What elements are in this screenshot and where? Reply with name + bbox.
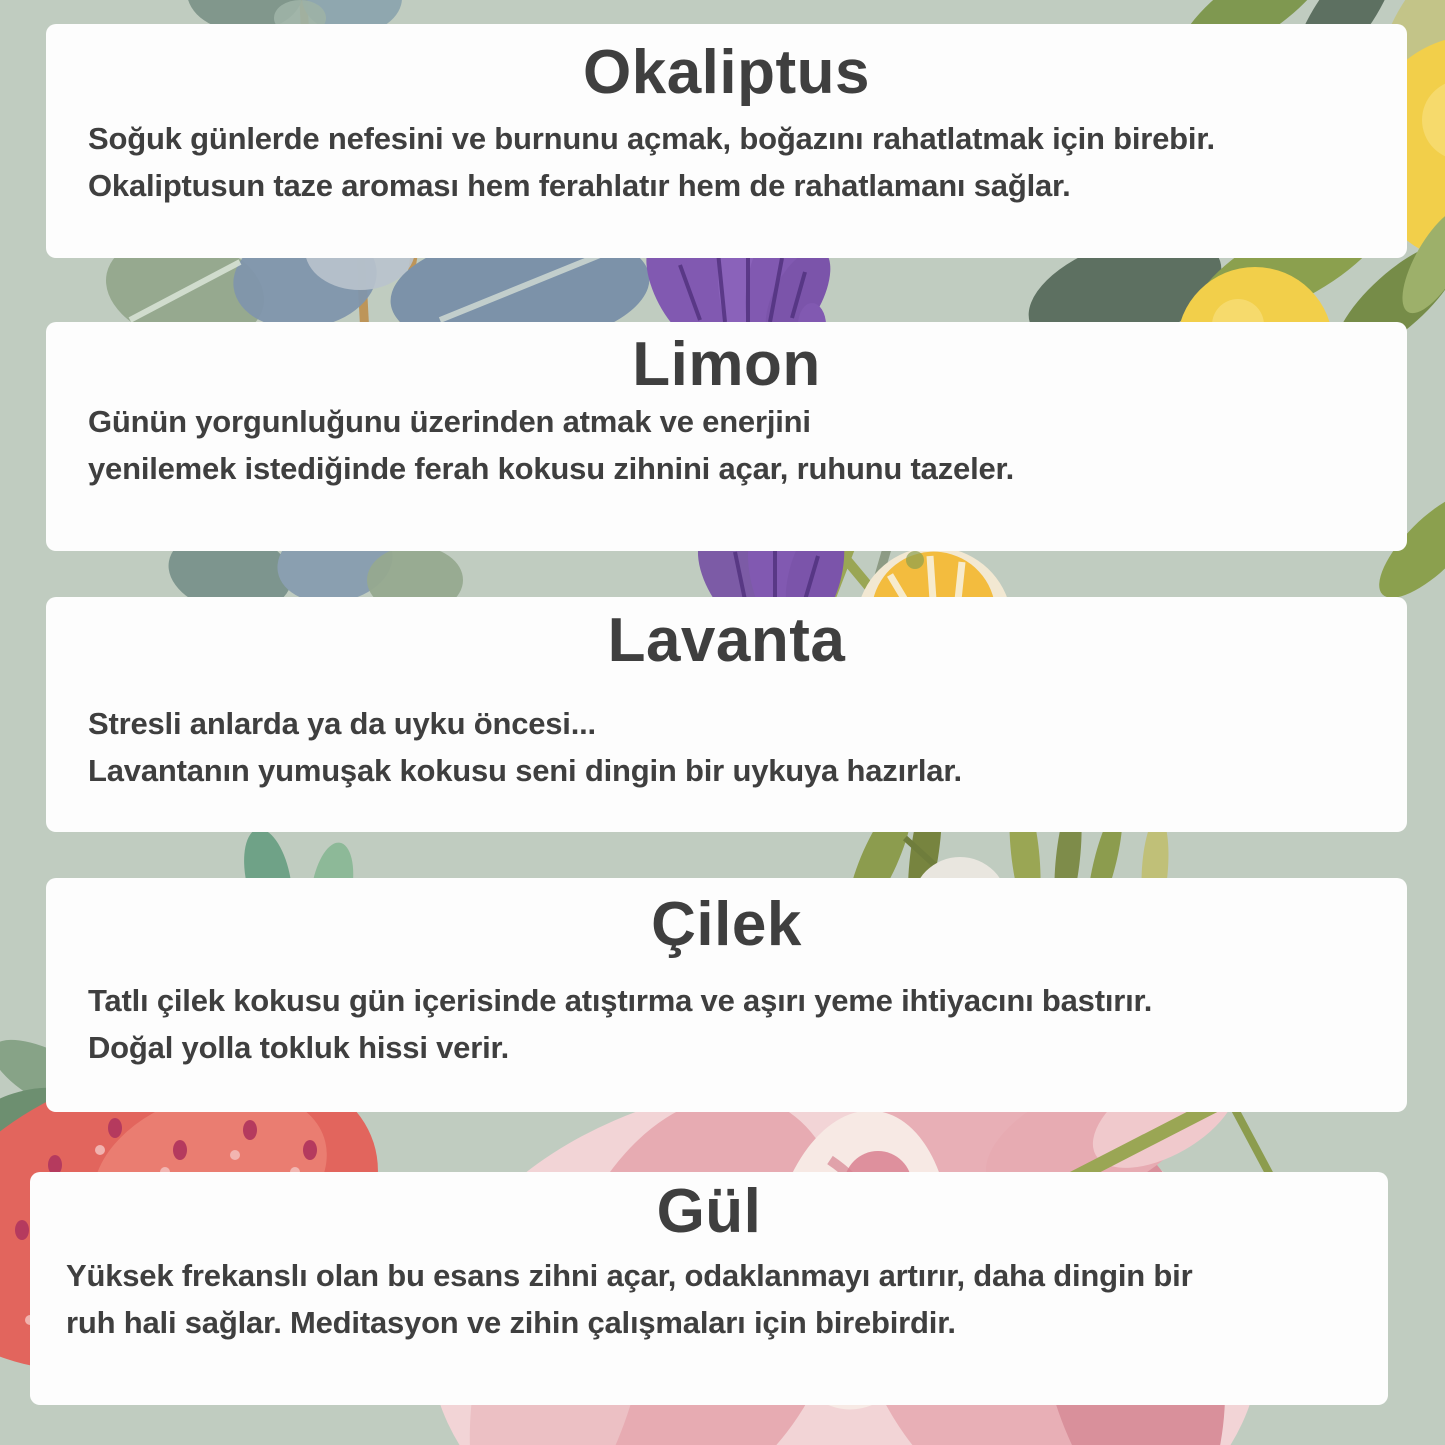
card-title: Çilek	[651, 890, 802, 959]
card-text-line: ruh hali sağlar. Meditasyon ve zihin çalışmaları için birebirdir.	[66, 1305, 956, 1340]
card-text-line: Stresli anlarda ya da uyku öncesi...	[88, 706, 596, 741]
card-body	[46, 700, 1407, 794]
card-text-line: Soğuk günlerde nefesini ve burnunu açmak, boğazını rahatlatmak için birebir.	[88, 121, 1215, 156]
card-text-line: yenilemek istediğinde ferah kokusu zihnini açar, ruhunu tazeler.	[88, 451, 1015, 486]
card-text-line: Tatlı çilek kokusu gün içerisinde atıştırma ve aşırı yeme ihtiyacını bastırır.	[88, 983, 1153, 1018]
card-title: Okaliptus	[582, 38, 870, 107]
card-body	[46, 398, 1407, 492]
card-body	[46, 115, 1407, 209]
card-body	[30, 1252, 1388, 1346]
card-cilek	[46, 878, 1407, 1112]
card-lavanta	[46, 597, 1407, 832]
card-okaliptus	[46, 24, 1407, 258]
card-title: Limon	[632, 330, 821, 399]
card-text-line: Okaliptusun taze aroması hem ferahlatır hem de rahatlamanı sağlar.	[88, 168, 1071, 203]
card-gul	[30, 1172, 1388, 1405]
card-body	[46, 977, 1407, 1071]
card-text-line: Yüksek frekanslı olan bu esans zihni açar, odaklanmayı artırır, daha dingin bir	[66, 1258, 1193, 1293]
card-text-line: Lavantanın yumuşak kokusu seni dingin bir uykuya hazırlar.	[88, 753, 962, 788]
card-text-line: Doğal yolla tokluk hissi verir.	[88, 1030, 510, 1065]
card-limon	[46, 322, 1407, 551]
card-title: Lavanta	[607, 606, 846, 675]
card-title: Gül	[656, 1177, 762, 1246]
card-text-line: Günün yorgunluğunu üzerinden atmak ve enerjini	[88, 404, 811, 439]
